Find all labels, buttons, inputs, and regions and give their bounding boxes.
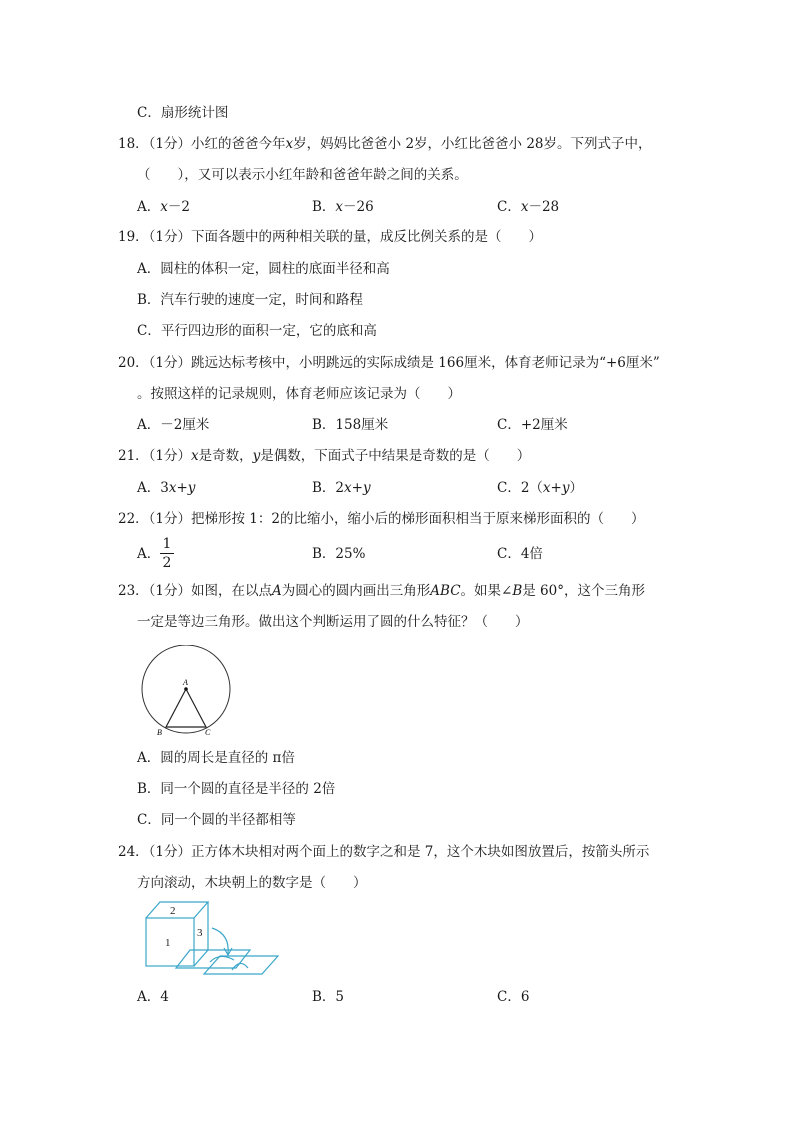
cube-top-number: 2 (170, 905, 176, 917)
q18-b-var: x (335, 199, 344, 215)
q21-var-x: x (191, 448, 199, 464)
q21-pre: 21．（1分） (118, 448, 192, 464)
q24-stem-line2: 方向滚动，木块朝上的数字是（ ） (137, 875, 367, 891)
q21-option-c (497, 479, 583, 497)
q23-triangle-abc: ABC (430, 583, 461, 599)
q21-a-pre: A．3 (137, 480, 169, 496)
q20-stem-line1: 20．（1分）跳远达标考核中，小明跳远的实际成绩是 166厘米，体育老师记录为“+6厘米” (118, 355, 660, 371)
q22-option-b: B．25% (312, 546, 366, 562)
q21-c-expr: x+y (542, 480, 570, 496)
fraction-numerator: 1 (162, 536, 172, 552)
q18-b-rest: －26 (343, 199, 374, 215)
q21-mid2: 是偶数，下面式子中结果是奇数的是（ ） (260, 448, 531, 464)
q23-option-c: C．同一个圆的半径都相等 (137, 812, 296, 828)
q23-stem-line1 (118, 582, 645, 600)
q23-post: 。如果∠ (460, 583, 513, 599)
q24-option-c: C．6 (497, 989, 530, 1005)
roll-arrow-3 (232, 963, 248, 970)
q21-var-y: y (252, 448, 261, 464)
q20-option-b: B．158厘米 (312, 417, 389, 433)
q19-option-a: A．圆柱的体积一定，圆柱的底面半径和高 (137, 261, 390, 277)
triangle-shape (166, 689, 206, 727)
q18-a-prefix: A． (137, 199, 161, 215)
q23-pre: 23．（1分）如图，在以点 (118, 583, 273, 599)
q21-option-a (137, 479, 195, 497)
q23-angle-b: B (512, 583, 523, 599)
q21-stem (118, 447, 530, 465)
q18-c-var: x (520, 199, 529, 215)
q18-option-c (497, 198, 559, 216)
cube-roll-figure (140, 898, 282, 978)
q19-option-b: B．汽车行驶的速度一定，时间和路程 (137, 292, 363, 308)
q22-stem: 22．（1分）把梯形按 1：2的比缩小，缩小后的梯形面积相当于原来梯形面积的（ ） (118, 511, 645, 527)
label-a: A (183, 678, 188, 687)
q22-option-a-fraction (160, 536, 174, 571)
roll-arrow-2 (210, 956, 234, 962)
q23-option-a: A．圆的周长是直径的 π倍 (137, 750, 295, 766)
q18-option-b (312, 198, 374, 216)
q20-option-c: C．+2厘米 (497, 417, 568, 433)
q21-mid1: 是奇数， (198, 448, 253, 464)
q18-stem-line2: （ ），又可以表示小红年龄和爸爸年龄之间的关系。 (137, 167, 468, 183)
cube-front-number: 1 (165, 937, 171, 949)
q21-b-expr: x+y (344, 480, 371, 496)
q23-option-b: B．同一个圆的直径是半径的 2倍 (137, 781, 336, 797)
q23-point-a: A (272, 583, 282, 599)
q24-stem-line1: 24．（1分）正方体木块相对两个面上的数字之和是 7，这个木块如图放置后，按箭头所示 (118, 844, 650, 860)
q18-c-rest: －28 (528, 199, 560, 215)
q21-a-expr: x+y (168, 480, 196, 496)
q24-option-b: B．5 (312, 989, 345, 1005)
q24-option-a: A．4 (137, 989, 169, 1005)
q21-b-pre: B．2 (312, 480, 345, 496)
q23-post2: 是 60°，这个三角形 (522, 583, 645, 599)
q18-b-prefix: B． (312, 199, 336, 215)
q18-var-x: x (285, 136, 294, 152)
q19-stem: 19．（1分）下面各题中的两种相关联的量，成反比例关系的是（ ） (118, 229, 543, 245)
q18-text-b: 岁，妈妈比爸爸小 2岁，小红比爸爸小 28岁。下列式子中， (293, 136, 652, 152)
q18-option-a (137, 198, 190, 216)
q18-stem-line1 (118, 135, 652, 153)
q17-option-c: C．扇形统计图 (137, 105, 229, 121)
cube-top-face (146, 902, 208, 918)
q18-c-prefix: C． (497, 199, 521, 215)
q21-c-post: ） (569, 480, 583, 496)
q18-a-rest: －2 (167, 199, 190, 215)
q21-option-b (312, 479, 371, 497)
fraction-bar (160, 553, 174, 554)
q23-mid: 为圆心的圆内画出三角形 (281, 583, 431, 599)
cube-side-number: 3 (197, 927, 203, 939)
q20-option-a: A．－2厘米 (137, 417, 210, 433)
q18-a-var: x (160, 199, 168, 215)
q18-text-a: 18．（1分）小红的爸爸今年 (118, 136, 286, 152)
label-c: C (205, 728, 211, 737)
q21-c-pre: C．2（ (497, 480, 543, 496)
q23-stem-line2: 一定是等边三角形。做出这个判断运用了圆的什么特征？（ ） (137, 614, 529, 630)
circle-triangle-figure (138, 645, 238, 737)
center-point (184, 687, 188, 691)
q19-option-c: C．平行四边形的面积一定，它的底和高 (137, 323, 377, 339)
q22-option-a-prefix: A． (137, 546, 161, 562)
fraction-denominator: 2 (162, 555, 172, 571)
q20-stem-line2: 。按照这样的记录规则，体育老师应该记录为（ ） (137, 386, 461, 402)
q22-option-c: C．4倍 (497, 546, 543, 562)
label-b: B (157, 728, 162, 737)
